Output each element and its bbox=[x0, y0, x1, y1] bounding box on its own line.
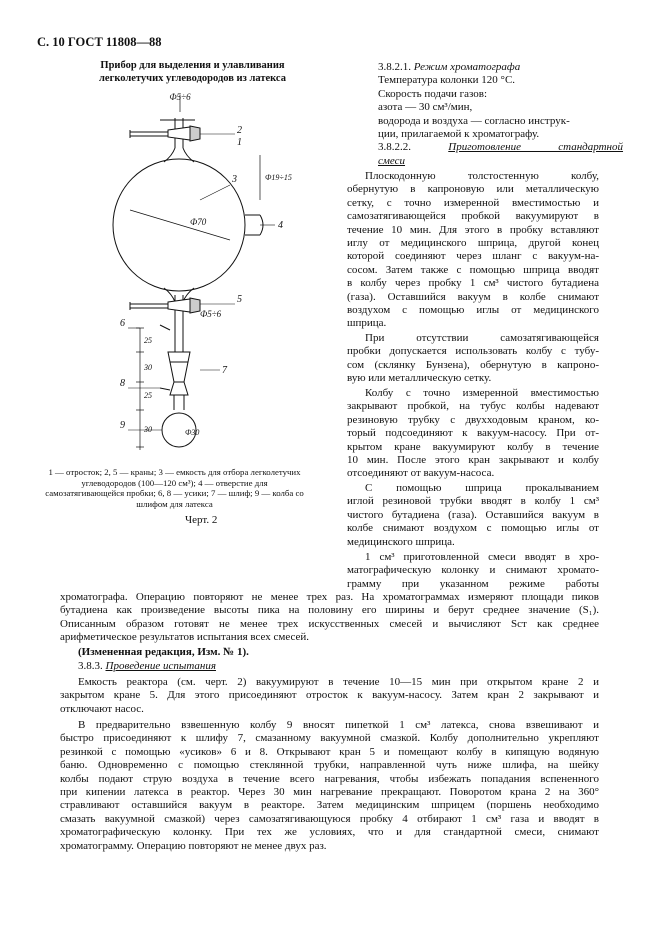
label-2: 2 bbox=[237, 125, 242, 136]
p5-line: матографическую колонку и снимают хромато- bbox=[347, 564, 599, 577]
dim-h2: 30 bbox=[144, 363, 152, 372]
figure-caption: 1 — отросток; 2, 5 — краны; 3 — емкость для отбора легколетучих углеводородов (100—120 см³); 4 — отверстие для самозатягивающейся пробки; 6, 8 — усики; 7 — шлиф; 9 — колба со шлифом для латекса bbox=[45, 467, 304, 509]
edition-note: (Измененная редакция, Изм. № 1). bbox=[78, 646, 249, 658]
label-1: 1 bbox=[237, 137, 242, 148]
s3822-title-2: смеси bbox=[378, 154, 406, 167]
apparatus-drawing bbox=[100, 90, 300, 460]
dim-small-flask: Ф30 bbox=[185, 428, 200, 437]
p1-line: в колбу через пробку 1 см³ чистого бутадиена bbox=[347, 277, 599, 290]
p1-line: (газа). Оставшийся вакуум в колбе снимают bbox=[347, 290, 599, 303]
p3-line: торый подсоединяют к вакуум-насосу. При от- bbox=[347, 427, 599, 440]
section-383 bbox=[78, 660, 599, 673]
paragraph-6 bbox=[60, 676, 599, 716]
label-4: 4 bbox=[278, 220, 283, 231]
p2-line: вую или металлическую сетку. bbox=[347, 372, 492, 385]
label-3: 3 bbox=[232, 174, 237, 185]
p1-line: течение 10 мин. Для этого в пробку вставляют bbox=[347, 223, 599, 236]
p7-line: В предварительно взвешенную колбу 9 вносят пипеткой 1 см³ латекса, снова взвешивают и bbox=[78, 719, 599, 731]
s383-number: 3.8.3. bbox=[78, 660, 103, 672]
p4-line: С помощью шприца прокалыванием bbox=[365, 482, 599, 494]
p1-line: иглу от медицинского шприца, другой конец bbox=[347, 237, 599, 250]
p7-line: хроматографическую колонку. При тех же условиях, что и для стандартной смеси, снимают bbox=[60, 826, 599, 839]
p3-line: резиновую трубку с двухходовым краном, ко- bbox=[347, 413, 599, 426]
p5c-line: арифметическое результатов испытания всех смесей. bbox=[60, 631, 310, 644]
figure-title: Прибор для выделения и улавливания легколетучих углеводородов из латекса bbox=[99, 60, 286, 84]
p1-line: которой соединяют через шланг с вакуум-на- bbox=[347, 250, 599, 263]
p5c-line: Описанным образом готовят не менее трех искусственных смесей и вычисляют Sст как среднее bbox=[60, 617, 599, 630]
dim-side: Ф19÷15 bbox=[265, 173, 292, 182]
label-5: 5 bbox=[237, 294, 242, 305]
p1-line: сосом. Затем также с помощью шприца вводят bbox=[347, 263, 599, 276]
p5c-line: хроматографа. Операцию повторяют не менее трех раз. На хроматограммах измеряют площади пиков bbox=[60, 591, 599, 603]
paragraph-5 bbox=[347, 551, 599, 591]
dim-h4: 30 bbox=[144, 425, 152, 434]
hook-8 bbox=[160, 388, 170, 390]
h2-air-line1: водорода и воздуха — согласно инструк- bbox=[378, 114, 570, 127]
p6-line: отключают насос. bbox=[60, 702, 144, 715]
p7-line: стравливают оставшийся вакуум в реакторе. Затем медицинским шприцем (поршень необходимо bbox=[60, 799, 599, 812]
page-header: С. 10 ГОСТ 11808—88 bbox=[37, 35, 162, 49]
s383-title: Проведение испытания bbox=[105, 660, 216, 672]
dim-flask: Ф70 bbox=[190, 217, 207, 227]
p2-line: сом (склянку Бунзена), обернутую в капроно- bbox=[347, 358, 599, 371]
p1-line: Плоскодонную толстостенную колбу, bbox=[365, 170, 599, 182]
p1-line: сетку, с точно измеренной вместимостью и bbox=[347, 196, 599, 209]
p1-line: шприца. bbox=[347, 317, 387, 330]
p1-line: воздухом с помощью иглы от медицинского bbox=[347, 304, 599, 317]
p3-line: 10 мин. После этого кран закрывают и колбу bbox=[347, 454, 599, 467]
h2-air-line2: ции, прилагаемой к хроматографу. bbox=[378, 128, 540, 141]
paragraph-5-continued bbox=[60, 591, 599, 645]
p4-line: колбе снимают воздухом с помощью иглы от bbox=[347, 522, 599, 535]
p7-line: баню. Одновременно с помощью стеклянной трубки, направленной чуть ниже шлифа, на шейку bbox=[60, 759, 599, 772]
dim-bottom: Ф5÷6 bbox=[200, 309, 222, 319]
top-stopcock-2 bbox=[130, 118, 200, 148]
p2-line: пробки допускается использовать колбу с тубу- bbox=[347, 345, 599, 358]
p1-line: самозатягивающейся пробкой вакуумируют в bbox=[347, 210, 599, 223]
figure-number: Черт. 2 bbox=[185, 514, 218, 526]
p7-line: колбы подают струю воздуха в течение всего нагревания, чтобы избежать попадания вспененного bbox=[60, 772, 599, 785]
p7-line: хроматограмму. Операцию повторяют не менее двух раз. bbox=[60, 839, 327, 852]
p7-line: смазать вакуумной смазкой) через самозатягивающуюся пробку 4 отбирают 1 см³ газа и вводят в bbox=[60, 812, 599, 825]
p5c-line: бутадиена как произведение высоты пика на половину его ширины и берут среднее значение (S₁). bbox=[60, 604, 599, 617]
p7-line: при кипении латекса в реактор. Через 30 мин нагревание прекращают. Поворотом крана 2 на 360° bbox=[60, 786, 599, 799]
p7-line: быстро присоединяют к шлифу 7, смазанному вакуумной смазкой. Колбу дополнительно укрепляют bbox=[60, 732, 599, 745]
p3-line: крытом кране вакуумируют колбу в течение bbox=[347, 440, 599, 453]
s3822-title-1: Приготовление стандартной bbox=[448, 141, 624, 154]
p4-line: медицинского шприца. bbox=[347, 535, 455, 548]
p3-line: Колбу с точно измеренной вместимостью bbox=[365, 387, 599, 399]
label-9: 9 bbox=[120, 420, 125, 431]
p5-line: грамму при указанном режиме работы bbox=[347, 577, 599, 590]
section-3821 bbox=[378, 61, 623, 168]
paragraph-1 bbox=[347, 170, 599, 331]
p4-line: чистого бутадиена (газа). Оставшийся вакуум в bbox=[347, 508, 599, 521]
p6-line: закрытом кране 5. Для этого присоединяют отросток к вакуум-насосу. Затем кран 2 закрывают и bbox=[60, 689, 599, 702]
p3-line: закрывают пробкой, на тубус колбы надевают bbox=[347, 400, 599, 413]
nitrogen-rate: азота — 30 см³/мин, bbox=[378, 101, 473, 114]
s3821-number: 3.8.2.1. bbox=[378, 61, 411, 73]
p2-line: При отсутствии самозатягивающейся bbox=[365, 332, 599, 344]
p6-line: Емкость реактора (см. черт. 2) вакуумируют в течение 10—15 мин при открытом кране 2 и bbox=[78, 676, 599, 688]
paragraph-3 bbox=[347, 387, 599, 481]
label-6: 6 bbox=[120, 318, 125, 329]
dim-top: Ф5÷6 bbox=[169, 92, 191, 102]
s3821-title: Режим хроматографа bbox=[413, 61, 521, 73]
dim-h1: 25 bbox=[144, 336, 152, 345]
paragraph-2 bbox=[347, 332, 599, 386]
ground-joint-7 bbox=[168, 328, 190, 410]
label-7: 7 bbox=[222, 365, 227, 376]
p5-line: 1 см³ приготовленной смеси вводят в хро- bbox=[365, 551, 599, 563]
bottom-stopcock-5 bbox=[130, 295, 200, 328]
paragraph-7 bbox=[60, 719, 599, 853]
p4-line: иглой резиновой трубки вводят в колбу 1 см³ bbox=[347, 495, 599, 508]
column-temperature: Температура колонки 120 °С. bbox=[378, 74, 516, 87]
p1-line: обернутую в капроновую или металлическую bbox=[347, 183, 599, 196]
p7-line: резинкой с помощью «усиков» 6 и 8. Открывают кран 5 и помещают колбу в кипящую водяную bbox=[60, 745, 599, 758]
p3-line: отсоединяют от вакуум-насоса. bbox=[347, 467, 495, 480]
gas-speed: Скорость подачи газов: bbox=[378, 87, 488, 100]
label-8: 8 bbox=[120, 378, 125, 389]
dim-h3: 25 bbox=[144, 391, 152, 400]
s3822-number: 3.8.2.2. bbox=[378, 141, 411, 154]
hook-6 bbox=[160, 325, 170, 330]
paragraph-4 bbox=[347, 482, 599, 549]
